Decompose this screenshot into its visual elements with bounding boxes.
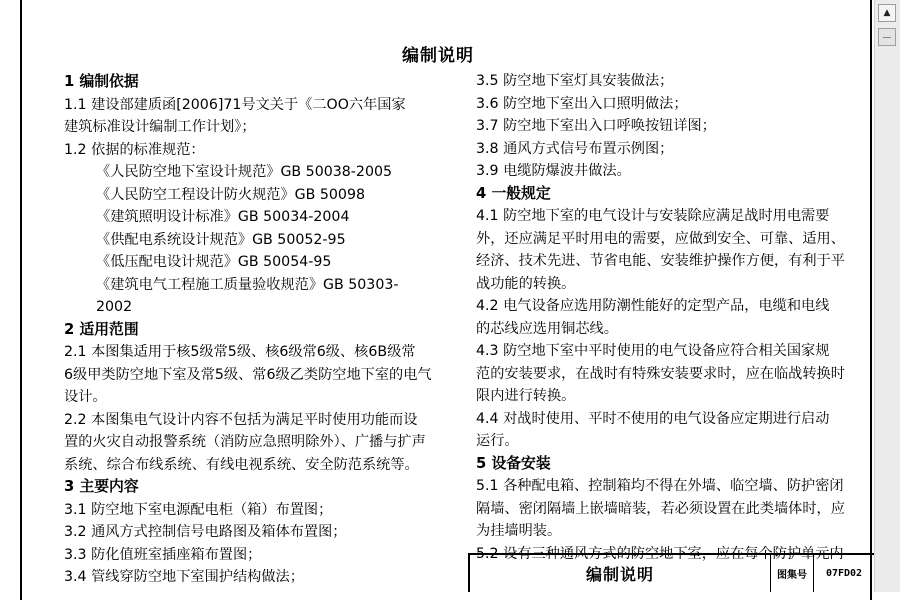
text-line: 1.1 建设部建质函[2006]71号文关于《二OO六年国家 [64,96,406,113]
text-line: 《低压配电设计规范》GB 50054-95 [96,254,332,270]
text-line: 战功能的转换。 [476,275,576,292]
text-line: 经济、技术先进、节省电能、安装维护操作方便，有利于平 [476,253,845,269]
text-line: 6级甲类防空地下室及常5级、常6级乙类防空地下室的电气 [64,366,432,383]
text-line: 为挂墙明装。 [476,523,562,539]
text-line: 《人民防空工程设计防火规范》GB 50098 [96,186,365,203]
text-line: 建筑标准设计编制工作计划》； [64,119,256,135]
text-line: 置的火灾自动报警系统（消防应急照明除外）、广播与扩声 [64,434,426,450]
title-block-name: 编制说明 [470,555,771,592]
text-line: 4.2 电气设备应选用防潮性能好的定型产品，电缆和电线 [476,298,830,314]
vertical-scrollbar[interactable] [874,0,900,592]
scroll-up-button[interactable] [878,4,896,22]
text-line: 3.4 管线穿防空地下室围护结构做法； [64,569,304,585]
text-line: 4.3 防空地下室中平时使用的电气设备应符合相关国家规 [476,343,830,359]
text-line: 3.2 通风方式控制信号电路图及箱体布置图； [64,524,347,540]
text-line: 外，还应满足平时用电的需要，应做到安全、可靠、适用、 [476,230,845,247]
text-line: 限内进行转换。 [476,388,576,404]
text-line: 3.5 防空地下室灯具安装做法； [476,73,674,89]
text-line: 3.8 通风方式信号布置示例图； [476,140,674,157]
text-line: 3.7 防空地下室出入口呼唤按钮详图； [476,118,716,134]
document-page [20,0,872,600]
section-heading: 1 编制依据 [64,73,139,90]
section-heading: 4 一般规定 [476,184,551,202]
text-line: 5.1 各种配电箱、控制箱均不得在外墙、临空墙、防护密闭 [476,478,844,494]
text-line: 《供配电系统设计规范》GB 50052-95 [96,231,346,248]
text-line: 3.1 防空地下室电源配电柜（箱）布置图； [64,501,333,518]
text-line: 3.6 防空地下室出入口照明做法； [476,95,688,112]
text-line: 2002 [96,299,133,315]
atlas-number-label: 图集号 [771,555,814,592]
text-line: 的芯线应选用铜芯线。 [476,320,618,337]
text-line: 运行。 [476,433,519,449]
section-heading: 2 适用范围 [64,320,139,338]
left-column [64,71,464,589]
text-line: 5.2 设有三种通风方式的防空地下室，应在每个防护单元内 [476,545,844,562]
text-line: 4.4 对战时使用、平时不使用的电气设备应定期进行启动 [476,410,830,427]
text-line: 设计。 [64,389,107,405]
text-line: 范的安装要求，在战时有特殊安装要求时，应在临战转换时 [476,365,845,382]
page-title: 编制说明 [402,46,474,66]
title-block [468,553,874,592]
text-line: 1.2 依据的标准规范： [64,141,205,158]
text-line: 3.9 电缆防爆波井做法。 [476,163,631,179]
text-line: 4.1 防空地下室的电气设计与安装除应满足战时用电需要 [476,208,830,224]
right-column [476,70,846,565]
scroll-thumb[interactable] [878,28,896,46]
text-line: 《建筑照明设计标准》GB 50034-2004 [96,209,350,225]
text-line: 3.3 防化值班室插座箱布置图； [64,546,262,563]
text-line: 隔墙、密闭隔墙上嵌墙暗装，若必须设置在此类墙体时，应 [476,500,845,517]
text-line: 2.2 本图集电气设计内容不包括为满足平时使用功能而设 [64,411,418,428]
triangle-up-icon: ▲ [883,8,891,18]
text-line: 系统、综合布线系统、有线电视系统、安全防范系统等。 [64,456,419,473]
text-line: 2.1 本图集适用于核5级常5级、核6级常6级、核6B级常 [64,344,416,360]
atlas-number-value: 07FD02 [825,568,863,579]
section-heading: 3 主要内容 [64,478,139,495]
text-line: 《建筑电气工程施工质量验收规范》GB 50303- [96,276,399,293]
text-line: 《人民防空地下室设计规范》GB 50038-2005 [96,164,393,180]
section-heading: 5 设备安装 [476,454,551,472]
